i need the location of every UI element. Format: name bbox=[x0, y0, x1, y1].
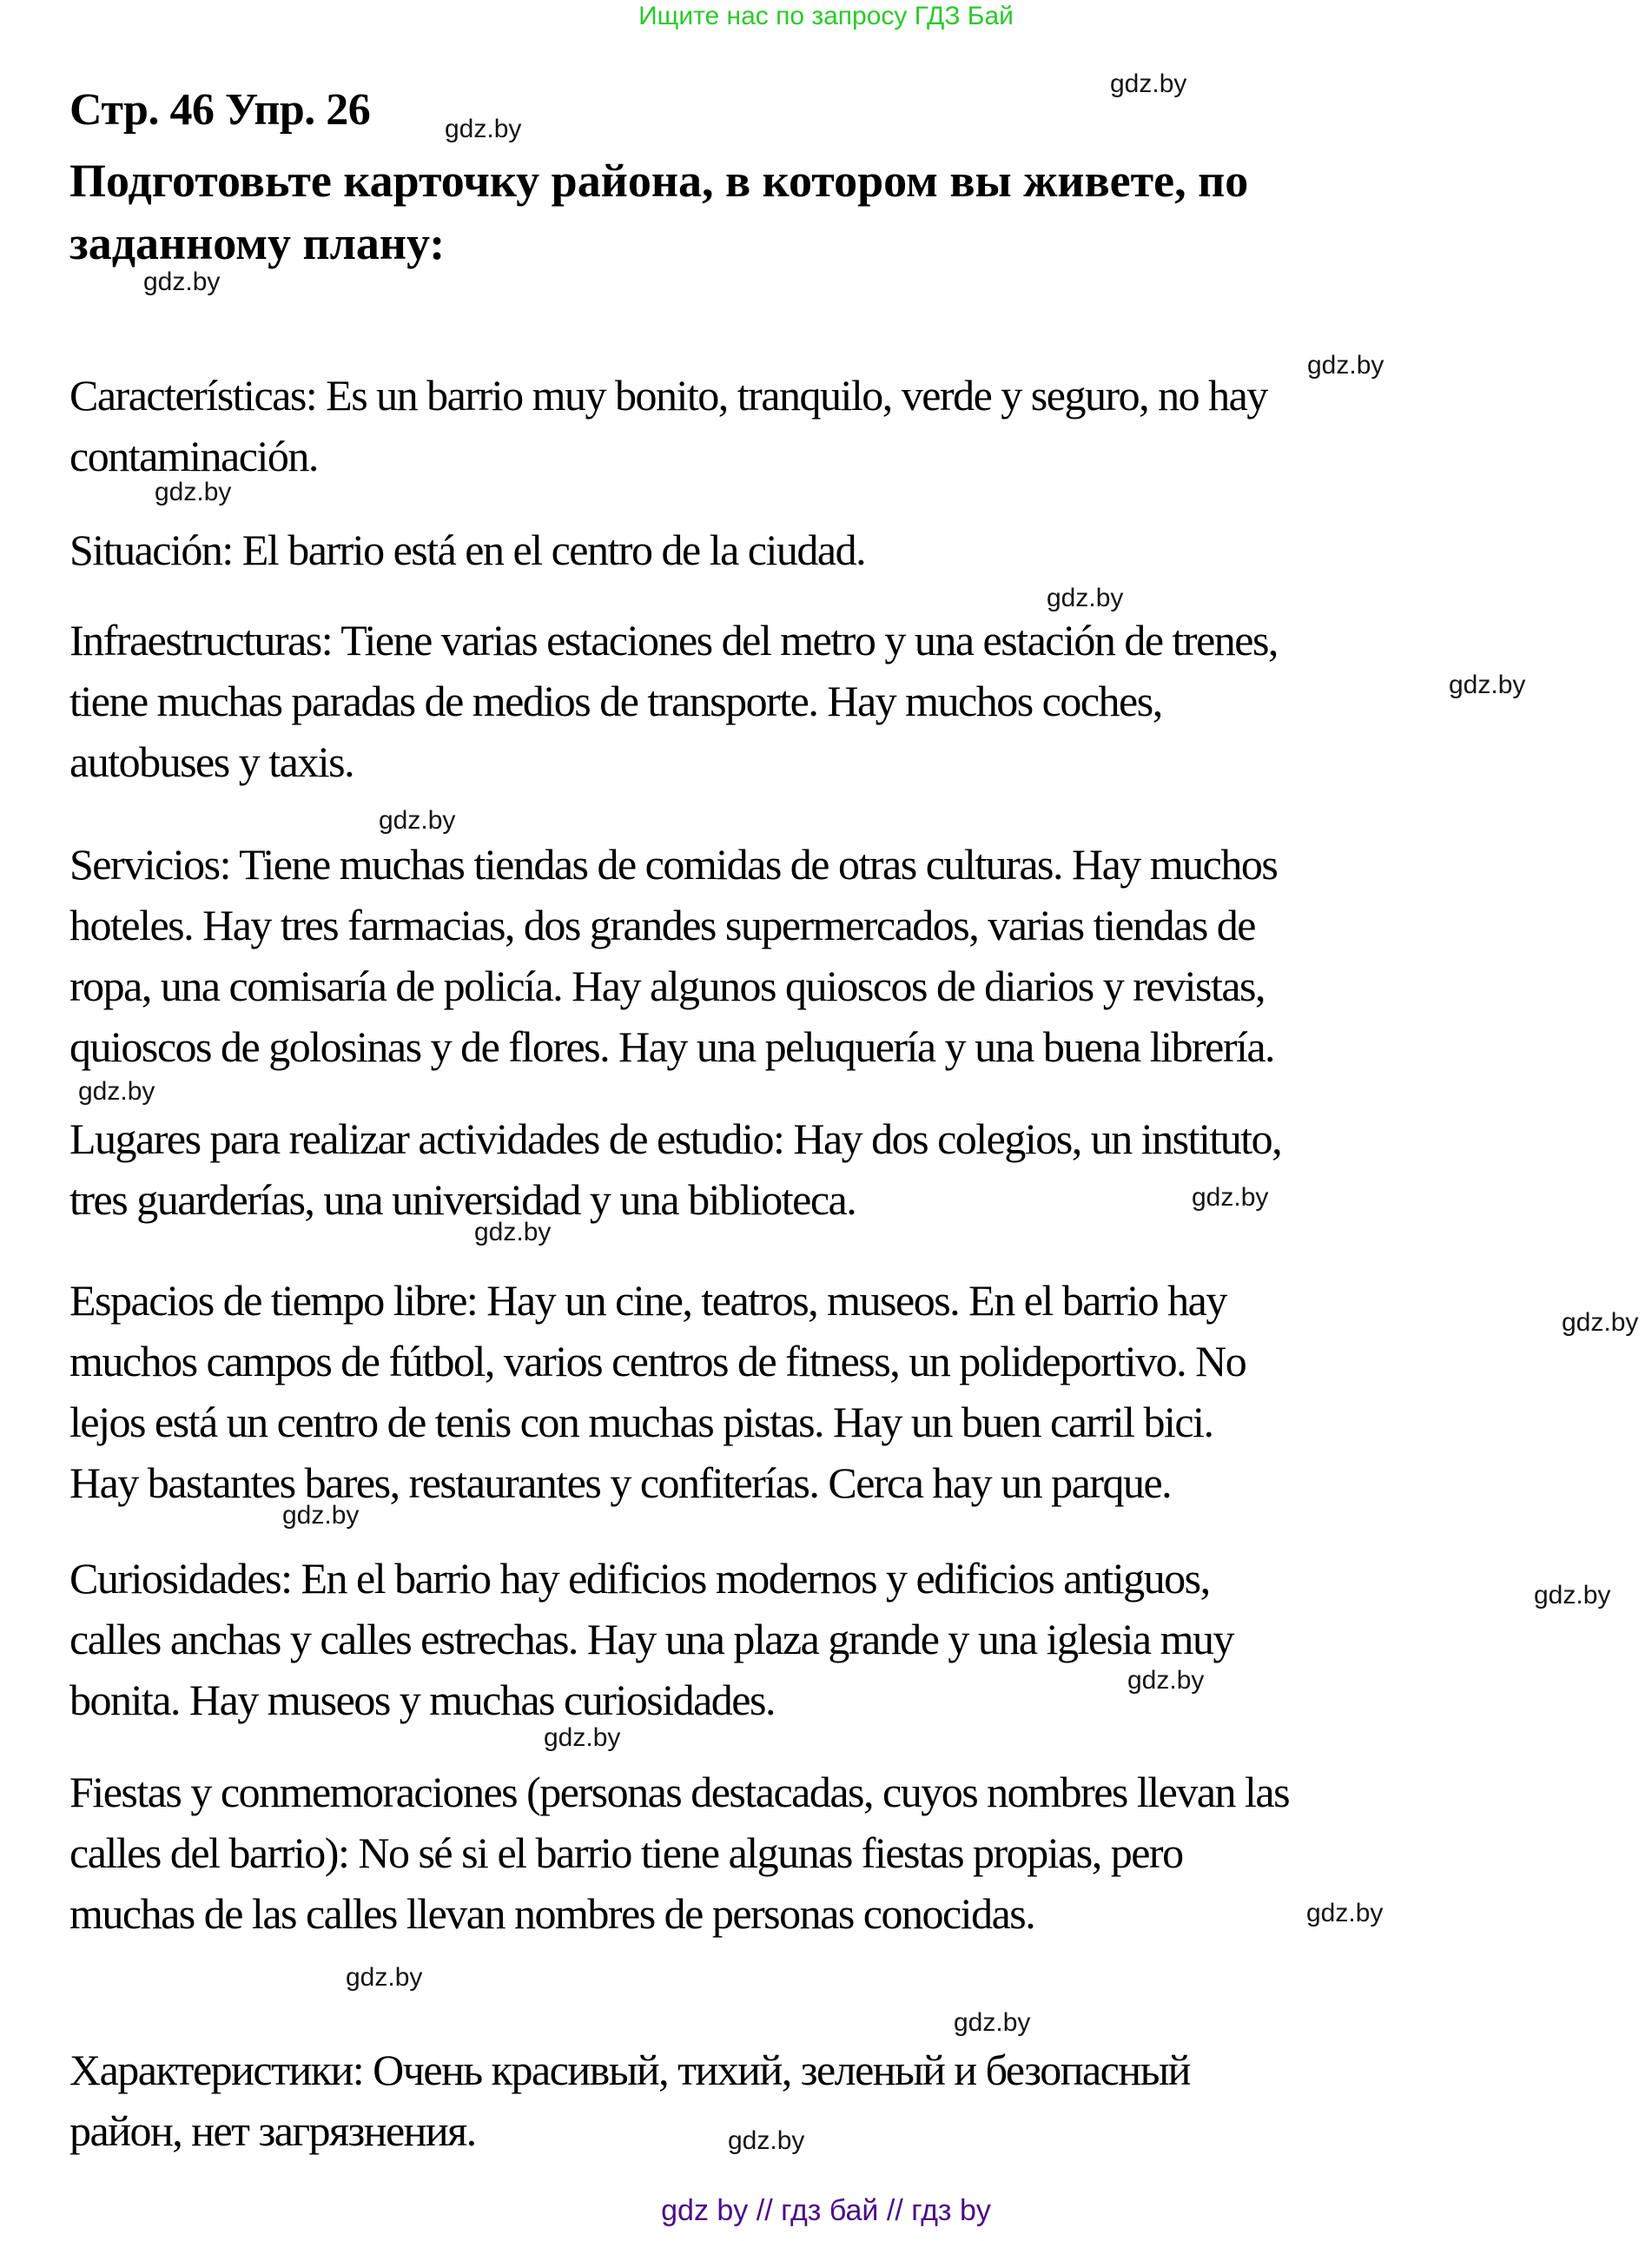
paragraph-kharakteristiki bbox=[69, 2039, 1190, 2161]
gdz-watermark: gdz.by bbox=[155, 478, 232, 506]
gdz-watermark: gdz.by bbox=[143, 268, 221, 296]
gdz-watermark: gdz.by bbox=[1562, 1308, 1639, 1337]
paragraph-infraestructuras bbox=[69, 610, 1278, 792]
gdz-watermark: gdz.by bbox=[346, 1963, 423, 1992]
gdz-watermark: gdz.by bbox=[1307, 351, 1384, 380]
paragraph-caracteristicas bbox=[69, 365, 1267, 486]
gdz-watermark: gdz.by bbox=[78, 1077, 155, 1106]
paragraph-line: contaminación. bbox=[69, 432, 318, 480]
paragraph-line: Характеристики: Очень красивый, тихий, зеленый и безопасный bbox=[69, 2046, 1190, 2094]
gdz-watermark: gdz.by bbox=[1306, 1899, 1384, 1927]
paragraph-line: Curiosidades: En el barrio hay edificios modernos y edificios antiguos, bbox=[69, 1554, 1210, 1603]
paragraph-line: tres guarderías, una universidad y una biblioteca. bbox=[69, 1175, 856, 1224]
gdz-watermark: gdz.by bbox=[379, 806, 456, 835]
paragraph-line: Lugares para realizar actividades de estudio: Hay dos colegios, un instituto, bbox=[69, 1114, 1282, 1163]
paragraph-line: tiene muchas paradas de medios de transporte. Hay muchos coches, bbox=[69, 677, 1162, 725]
paragraph-line: bonita. Hay museos y muchas curiosidades. bbox=[69, 1676, 775, 1724]
gdz-watermark: gdz.by bbox=[1047, 584, 1124, 612]
paragraph-line: calles anchas y calles estrechas. Hay una plaza grande y una iglesia muy bbox=[69, 1615, 1233, 1663]
paragraph-line: Servicios: Tiene muchas tiendas de comidas de otras culturas. Hay muchos bbox=[69, 840, 1278, 889]
gdz-watermark: gdz.by bbox=[445, 115, 522, 143]
paragraph-line: район, нет загрязнения. bbox=[69, 2106, 476, 2155]
gdz-watermark: gdz.by bbox=[474, 1218, 552, 1246]
paragraph-line: Situación: El barrio está en el centro de la ciudad. bbox=[69, 526, 866, 574]
gdz-watermark: gdz.by bbox=[1534, 1581, 1611, 1610]
gdz-watermark: gdz.by bbox=[954, 2008, 1031, 2037]
paragraph-curiosidades bbox=[69, 1548, 1233, 1730]
gdz-watermark: gdz.by bbox=[1449, 671, 1526, 699]
paragraph-line: lejos está un centro de tenis con muchas pistas. Hay un buen carril bici. bbox=[69, 1398, 1213, 1446]
paragraph-servicios bbox=[69, 834, 1277, 1077]
paragraph-line: Hay bastantes bares, restaurantes y confiterías. Cerca hay un parque. bbox=[69, 1458, 1172, 1507]
footer-links: gdz by // гдз бай // гдз by bbox=[661, 2194, 991, 2227]
paragraph-lugares-estudio bbox=[69, 1108, 1281, 1230]
gdz-watermark: gdz.by bbox=[728, 2126, 805, 2155]
paragraph-line: Espacios de tiempo libre: Hay un cine, teatros, museos. En el barrio hay bbox=[69, 1276, 1226, 1325]
gdz-watermark: gdz.by bbox=[544, 1723, 621, 1752]
page-title: Стр. 46 Упр. 26 bbox=[69, 85, 371, 135]
task-heading-line: Подготовьте карточку района, в котором вы живете, по bbox=[69, 155, 1249, 207]
paragraph-line: Fiestas y conmemoraciones (personas destacadas, cuyos nombres llevan las bbox=[69, 1768, 1290, 1816]
task-heading bbox=[69, 149, 1248, 274]
gdz-watermark: gdz.by bbox=[1127, 1666, 1205, 1695]
promo-banner: Ищите нас по запросу ГДЗ Бай bbox=[638, 2, 1014, 30]
paragraph-espacios-libre bbox=[69, 1270, 1246, 1513]
paragraph-line: hoteles. Hay tres farmacias, dos grandes supermercados, varias tiendas de bbox=[69, 901, 1255, 949]
gdz-watermark: gdz.by bbox=[282, 1501, 360, 1530]
paragraph-line: muchos campos de fútbol, varios centros de fitness, un polideportivo. No bbox=[69, 1337, 1246, 1385]
paragraph-line: ropa, una comisaría de policía. Hay algunos quioscos de diarios y revistas, bbox=[69, 962, 1265, 1010]
paragraph-line: Infraestructuras: Tiene varias estaciones del metro y una estación de trenes, bbox=[69, 616, 1278, 664]
paragraph-line: quioscos de golosinas y de flores. Hay una peluquería y una buena librería. bbox=[69, 1022, 1275, 1071]
paragraph-line: muchas de las calles llevan nombres de personas conocidas. bbox=[69, 1889, 1035, 1938]
paragraph-line: Características: Es un barrio muy bonito, tranquilo, verde y seguro, no hay bbox=[69, 371, 1267, 420]
paragraph-fiestas bbox=[69, 1762, 1289, 1944]
paragraph-line: calles del barrio): No sé si el barrio tiene algunas fiestas propias, pero bbox=[69, 1828, 1183, 1877]
gdz-watermark: gdz.by bbox=[1110, 69, 1187, 98]
paragraph-situacion bbox=[69, 519, 865, 580]
task-heading-line: заданному плану: bbox=[69, 217, 446, 269]
paragraph-line: autobuses y taxis. bbox=[69, 737, 354, 786]
gdz-watermark: gdz.by bbox=[1192, 1183, 1269, 1212]
